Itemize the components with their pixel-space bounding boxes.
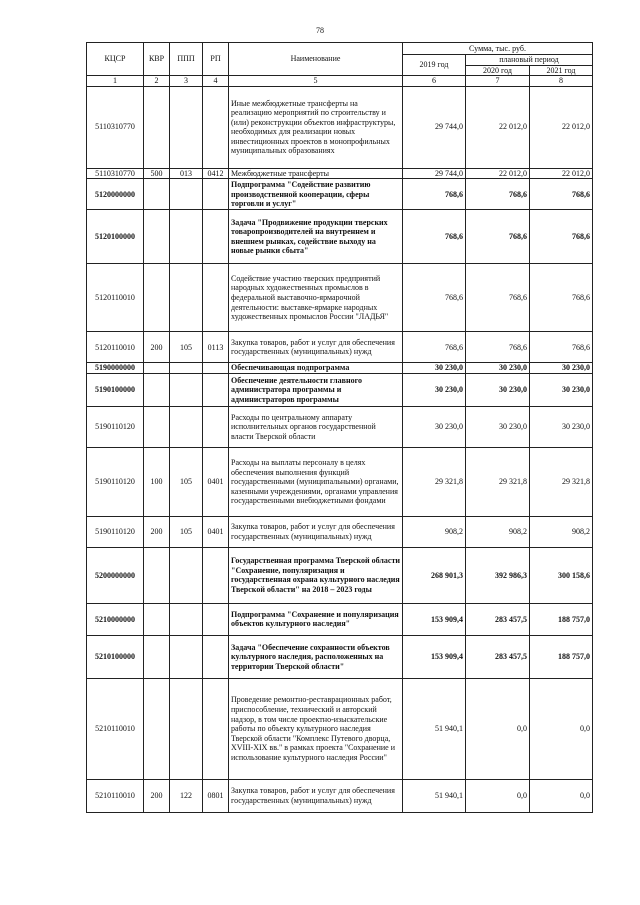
value-2020-cell: 29 321,8 [466,447,530,516]
value-2021-cell: 30 230,0 [530,406,593,447]
kcsr-cell: 5210100000 [87,635,144,678]
value-2019-cell: 153 909,4 [403,603,466,635]
value-2021-cell: 768,6 [530,210,593,264]
value-2020-cell: 768,6 [466,332,530,363]
ppp-cell [170,406,203,447]
table-row [87,603,593,635]
table-row [87,179,593,210]
ppp-cell [170,547,203,603]
value-2020-cell: 22 012,0 [466,168,530,179]
kvr-cell [144,373,170,406]
header-2020: 2020 год [466,65,530,76]
value-2020-cell: 283 457,5 [466,635,530,678]
value-2020-cell: 30 230,0 [466,363,530,374]
value-2021-cell: 22 012,0 [530,168,593,179]
name-cell: Расходы на выплаты персоналу в целях обеспечения выполнения функций государственными (муниципальными) органами, казенными учреждениями, органами управления государственными внебюджетными фондами [229,447,403,516]
page-number: 78 [316,26,324,35]
column-index: 5 [229,76,403,87]
value-2021-cell: 30 230,0 [530,363,593,374]
value-2019-cell: 30 230,0 [403,363,466,374]
table-row [87,406,593,447]
header-kvr: КВР [144,43,170,76]
kcsr-cell: 5110310770 [87,168,144,179]
kcsr-cell: 5210110010 [87,779,144,812]
value-2021-cell: 22 012,0 [530,86,593,168]
kvr-cell: 200 [144,779,170,812]
header-kcsr: КЦСР [87,43,144,76]
value-2021-cell: 300 158,6 [530,547,593,603]
value-2021-cell: 768,6 [530,264,593,332]
value-2019-cell: 30 230,0 [403,406,466,447]
header-2019: 2019 год [403,55,466,76]
column-index: 1 [87,76,144,87]
column-index: 3 [170,76,203,87]
value-2019-cell: 768,6 [403,332,466,363]
name-cell: Обеспечение деятельности главного администратора программы и администраторов программы [229,373,403,406]
rp-cell: 0801 [203,779,229,812]
table-header [87,43,593,87]
rp-cell: 0401 [203,447,229,516]
header-name: Наименование [229,43,403,76]
header-2021: 2021 год [530,65,593,76]
value-2019-cell: 51 940,1 [403,779,466,812]
value-2020-cell: 30 230,0 [466,406,530,447]
value-2019-cell: 51 940,1 [403,678,466,779]
table-body [87,86,593,812]
kvr-cell [144,678,170,779]
name-cell: Задача "Обеспечение сохранности объектов культурного наследия, расположенных на территории Тверской области" [229,635,403,678]
kvr-cell [144,363,170,374]
table-row [87,332,593,363]
ppp-cell [170,264,203,332]
rp-cell [203,547,229,603]
value-2019-cell: 268 901,3 [403,547,466,603]
name-cell: Закупка товаров, работ и услуг для обеспечения государственных (муниципальных) нужд [229,779,403,812]
table-row [87,86,593,168]
value-2020-cell: 0,0 [466,779,530,812]
value-2019-cell: 768,6 [403,264,466,332]
kcsr-cell: 5190110120 [87,406,144,447]
column-index: 6 [403,76,466,87]
value-2020-cell: 768,6 [466,264,530,332]
kcsr-cell: 5200000000 [87,547,144,603]
value-2019-cell: 29 744,0 [403,86,466,168]
name-cell: Задача "Продвижение продукции тверских товаропроизводителей на внутреннем и внешнем рынках, содействие выходу на новые рынки сбыта" [229,210,403,264]
value-2021-cell: 30 230,0 [530,373,593,406]
kvr-cell: 500 [144,168,170,179]
kvr-cell [144,264,170,332]
budget-table [86,42,593,813]
value-2020-cell: 768,6 [466,179,530,210]
value-2021-cell: 768,6 [530,179,593,210]
table-row [87,447,593,516]
value-2020-cell: 30 230,0 [466,373,530,406]
kvr-cell: 200 [144,516,170,547]
value-2020-cell: 768,6 [466,210,530,264]
header-ppp: ППП [170,43,203,76]
kcsr-cell: 5190110120 [87,516,144,547]
value-2019-cell: 768,6 [403,179,466,210]
kcsr-cell: 5120110010 [87,332,144,363]
rp-cell [203,264,229,332]
value-2019-cell: 768,6 [403,210,466,264]
ppp-cell [170,210,203,264]
rp-cell [203,179,229,210]
ppp-cell [170,363,203,374]
kvr-cell [144,547,170,603]
table-row [87,373,593,406]
table-row [87,678,593,779]
ppp-cell [170,373,203,406]
name-cell: Иные межбюджетные трансферты на реализацию мероприятий по строительству и (или) реконструкции объектов инфраструктуры, необходимых для реализации новых инвестиционных проектов в монопрофильных муниципальных образованиях [229,86,403,168]
kvr-cell: 100 [144,447,170,516]
table-row [87,210,593,264]
value-2020-cell: 392 986,3 [466,547,530,603]
ppp-cell: 105 [170,516,203,547]
ppp-cell: 105 [170,447,203,516]
kvr-cell: 200 [144,332,170,363]
kvr-cell [144,406,170,447]
rp-cell: 0113 [203,332,229,363]
value-2020-cell: 22 012,0 [466,86,530,168]
kcsr-cell: 5120110010 [87,264,144,332]
rp-cell: 0401 [203,516,229,547]
value-2021-cell: 29 321,8 [530,447,593,516]
ppp-cell [170,86,203,168]
kvr-cell [144,635,170,678]
column-index: 2 [144,76,170,87]
value-2021-cell: 0,0 [530,678,593,779]
table-row [87,363,593,374]
kcsr-cell: 5120100000 [87,210,144,264]
value-2020-cell: 283 457,5 [466,603,530,635]
table-row [87,635,593,678]
kcsr-cell: 5120000000 [87,179,144,210]
value-2021-cell: 908,2 [530,516,593,547]
name-cell: Закупка товаров, работ и услуг для обеспечения государственных (муниципальных) нужд [229,516,403,547]
name-cell: Закупка товаров, работ и услуг для обеспечения государственных (муниципальных) нужд [229,332,403,363]
ppp-cell [170,678,203,779]
ppp-cell: 013 [170,168,203,179]
value-2021-cell: 188 757,0 [530,603,593,635]
kvr-cell [144,179,170,210]
kcsr-cell: 5190100000 [87,373,144,406]
value-2019-cell: 30 230,0 [403,373,466,406]
table-row [87,547,593,603]
name-cell: Расходы по центральному аппарату исполнительных органов государственной власти Тверской области [229,406,403,447]
table-row [87,168,593,179]
ppp-cell [170,603,203,635]
column-index: 7 [466,76,530,87]
kvr-cell [144,86,170,168]
rp-cell [203,363,229,374]
name-cell: Обеспечивающая подпрограмма [229,363,403,374]
value-2021-cell: 768,6 [530,332,593,363]
name-cell: Государственная программа Тверской области "Сохранение, популяризация и государственная охрана культурного наследия Тверской области" на 2018 – 2023 годы [229,547,403,603]
rp-cell: 0412 [203,168,229,179]
ppp-cell: 105 [170,332,203,363]
name-cell: Содействие участию тверских предприятий народных художественных промыслов в федеральной выставочно-ярмарочной деятельности: выставке-ярмарке народных художественных промыслов России "ЛАДЬЯ" [229,264,403,332]
ppp-cell [170,179,203,210]
kcsr-cell: 5210000000 [87,603,144,635]
value-2020-cell: 908,2 [466,516,530,547]
kcsr-cell: 5110310770 [87,86,144,168]
rp-cell [203,210,229,264]
name-cell: Подпрограмма "Содействие развитию производственной кооперации, сферы торговли и услуг" [229,179,403,210]
name-cell: Проведение ремонтно-реставрационных работ, приспособление, технический и авторский надзор, в том числе проектно-изыскательские работы по объекту культурного наследия Тверской области "Комплекс Путевого дворца, XVIII-XIX вв." в рамках проекта "Сохранение и использование культурного наследия России" [229,678,403,779]
name-cell: Межбюджетные трансферты [229,168,403,179]
name-cell: Подпрограмма "Сохранение и популяризация объектов культурного наследия" [229,603,403,635]
rp-cell [203,603,229,635]
table-row [87,264,593,332]
rp-cell [203,86,229,168]
kcsr-cell: 5210110010 [87,678,144,779]
value-2019-cell: 153 909,4 [403,635,466,678]
table-row [87,779,593,812]
column-index-row [87,76,593,87]
rp-cell [203,635,229,678]
value-2019-cell: 29 744,0 [403,168,466,179]
rp-cell [203,406,229,447]
header-planned-period: плановый период [466,55,593,66]
ppp-cell [170,635,203,678]
value-2019-cell: 29 321,8 [403,447,466,516]
rp-cell [203,678,229,779]
kvr-cell [144,210,170,264]
header-sum: Сумма, тыс. руб. [403,43,593,55]
ppp-cell: 122 [170,779,203,812]
rp-cell [203,373,229,406]
kcsr-cell: 5190110120 [87,447,144,516]
value-2021-cell: 0,0 [530,779,593,812]
header-rp: РП [203,43,229,76]
value-2019-cell: 908,2 [403,516,466,547]
value-2020-cell: 0,0 [466,678,530,779]
value-2021-cell: 188 757,0 [530,635,593,678]
kvr-cell [144,603,170,635]
column-index: 8 [530,76,593,87]
table-row [87,516,593,547]
column-index: 4 [203,76,229,87]
kcsr-cell: 5190000000 [87,363,144,374]
